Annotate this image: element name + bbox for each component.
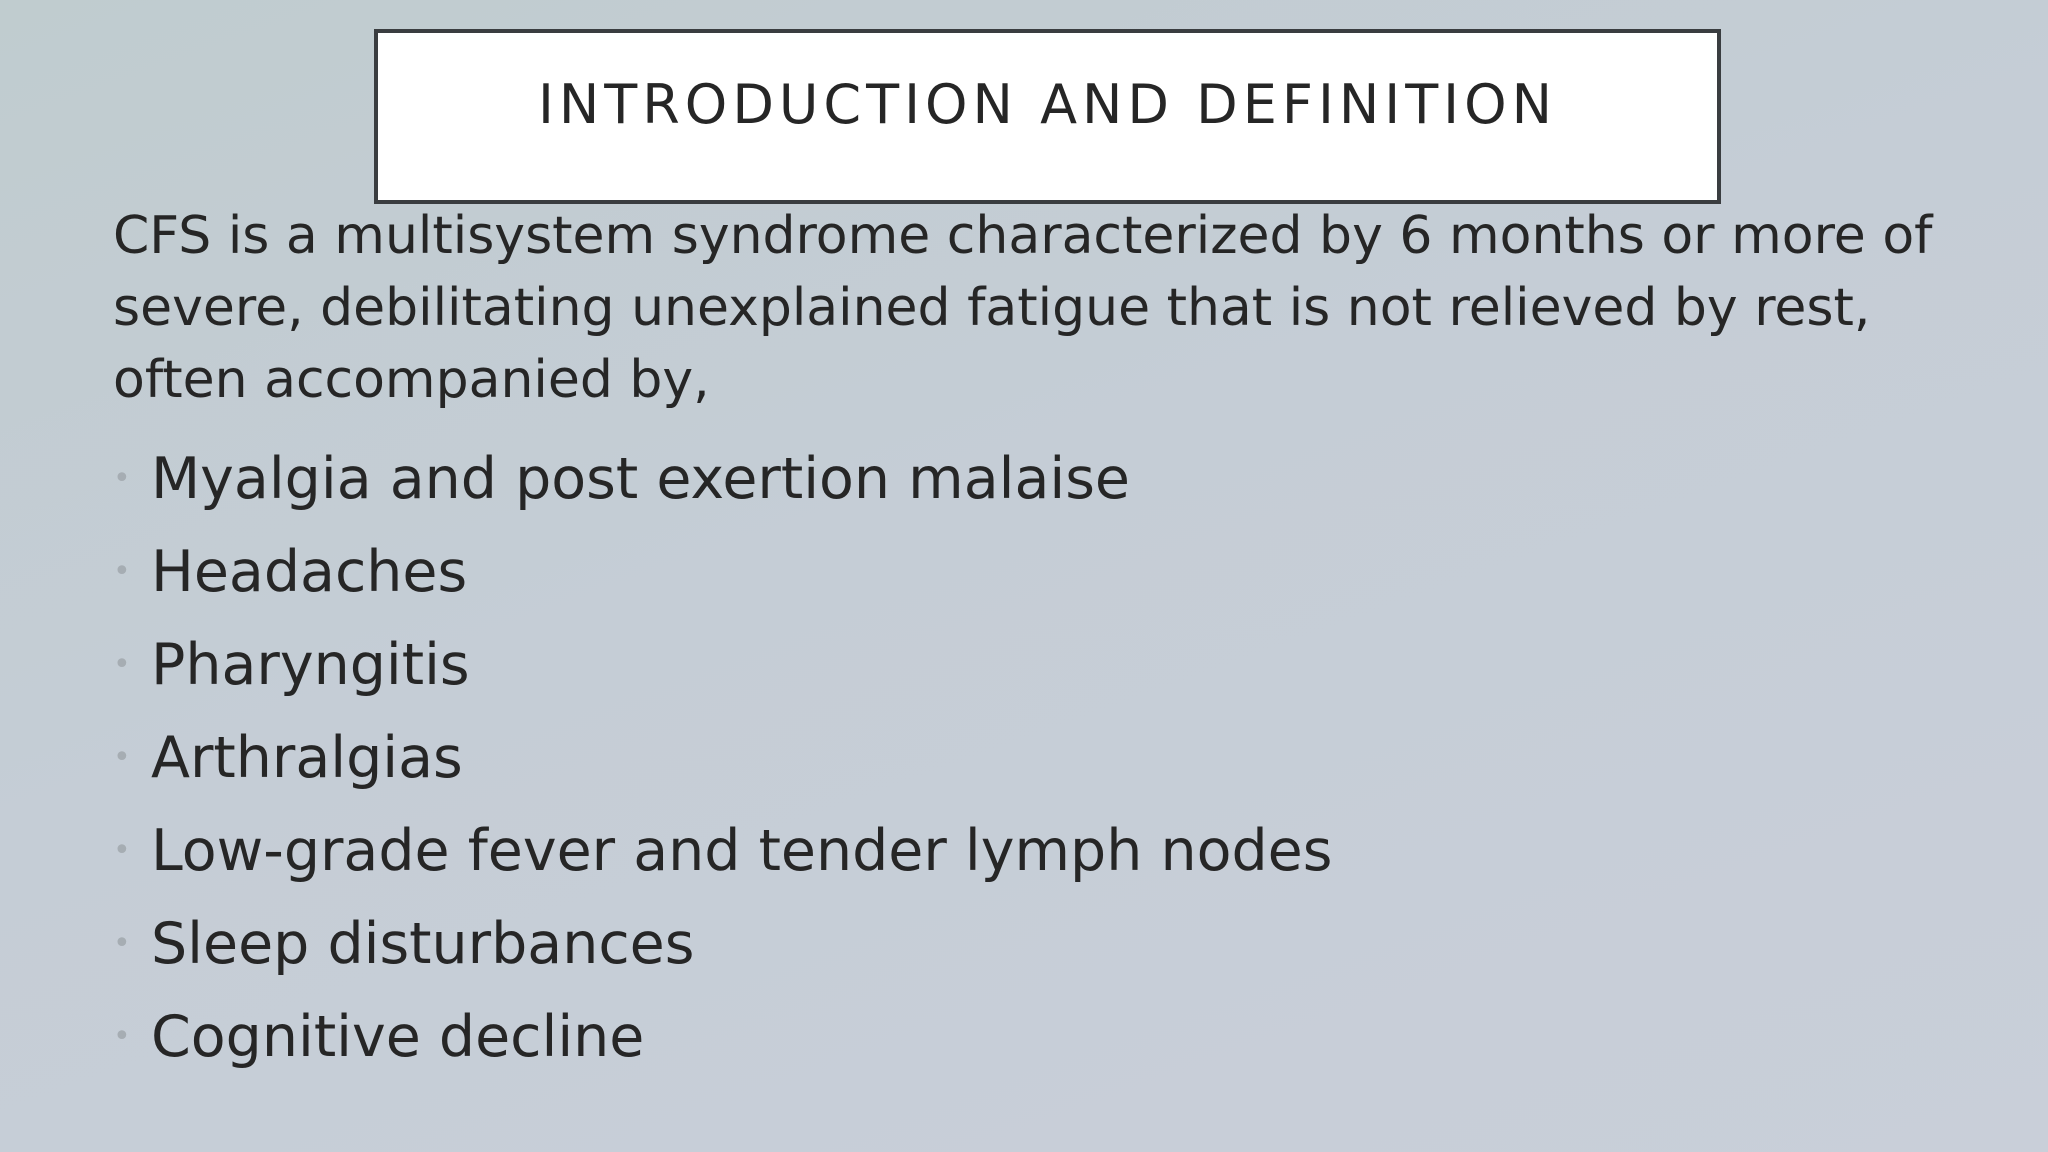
list-item: [113, 990, 1332, 1083]
list-item: [113, 804, 1332, 897]
list-item: [113, 618, 1332, 711]
title-box: [374, 29, 1721, 204]
bullet-text: Low-grade fever and tender lymph nodes: [151, 817, 1333, 884]
bullet-text: Myalgia and post exertion malaise: [151, 445, 1130, 512]
slide-title: INTRODUCTION AND DEFINITION: [537, 73, 1557, 136]
bullet-icon: •: [113, 1018, 131, 1054]
list-item: [113, 897, 1332, 990]
bullet-text: Sleep disturbances: [151, 910, 695, 977]
bullet-text: Headaches: [151, 538, 468, 605]
bullet-text: Pharyngitis: [151, 631, 470, 698]
bullet-icon: •: [113, 925, 131, 961]
bullet-text: Cognitive decline: [151, 1003, 645, 1070]
bullet-icon: •: [113, 553, 131, 589]
bullet-icon: •: [113, 739, 131, 775]
intro-paragraph: CFS is a multisystem syndrome characterized by 6 months or more of severe, debilitating unexplained fatigue that is not relieved by rest, often accompanied by,: [113, 206, 1933, 410]
list-item: [113, 432, 1332, 525]
list-item: [113, 711, 1332, 804]
bullet-icon: •: [113, 646, 131, 682]
bullet-list: [113, 432, 1332, 1083]
bullet-icon: •: [113, 460, 131, 496]
bullet-text: Arthralgias: [151, 724, 463, 791]
list-item: [113, 525, 1332, 618]
bullet-icon: •: [113, 832, 131, 868]
